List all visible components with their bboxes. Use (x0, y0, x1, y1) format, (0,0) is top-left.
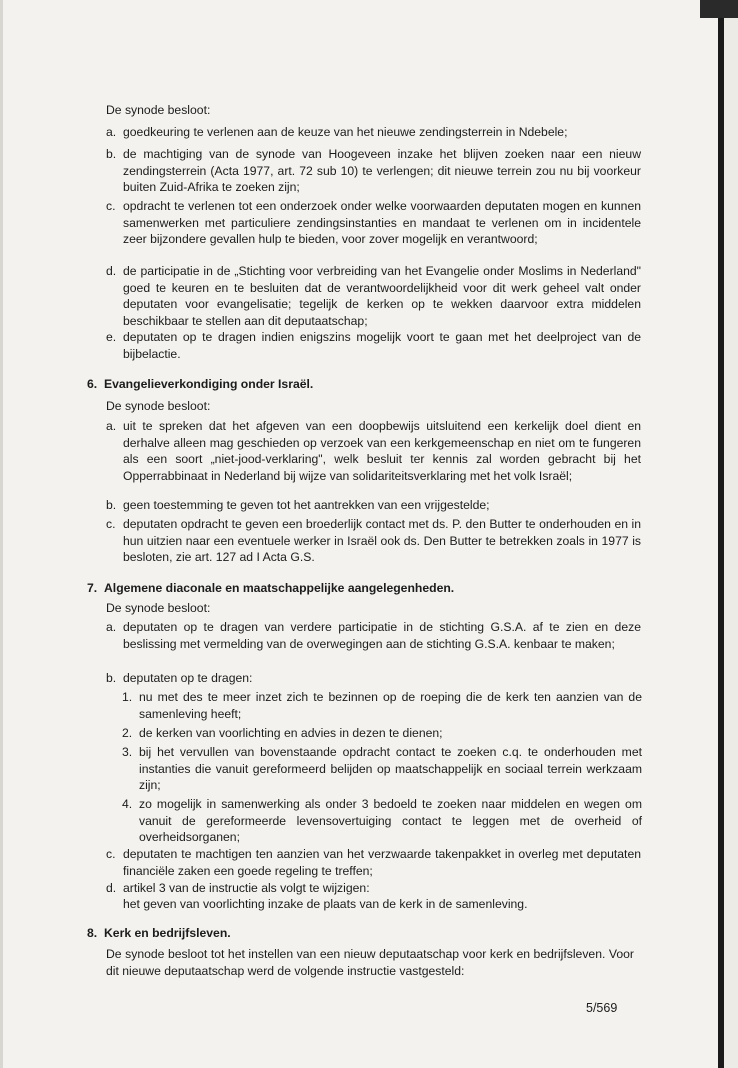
intro-line: De synode besloot: (106, 103, 211, 117)
section-heading-7: 7. Algemene diaconale en maatschappelijke aangelegenheden. (87, 581, 455, 595)
section-heading-6: 6. Evangelieverkondiging onder Israël. (87, 377, 314, 391)
list-item-continuation: het geven van voorlichting inzake de plaats van de kerk in de samenleving. (123, 897, 528, 911)
section-7-intro: De synode besloot: (106, 601, 211, 615)
page-corner-shadow (700, 0, 738, 18)
section-6-intro: De synode besloot: (106, 399, 211, 413)
page-binding-shadow (718, 0, 724, 1068)
section-8-paragraph: De synode besloot tot het instellen van een nieuw deputaatschap voor kerk en bedrijfsleven. Voor dit nieuwe deputaatschap werd de volgende instructie vastgesteld: (106, 947, 634, 978)
page-number: 5/569 (586, 1001, 618, 1015)
page-left-edge (0, 0, 3, 1068)
section-heading-8: 8. Kerk en bedrijfsleven. (87, 926, 231, 940)
